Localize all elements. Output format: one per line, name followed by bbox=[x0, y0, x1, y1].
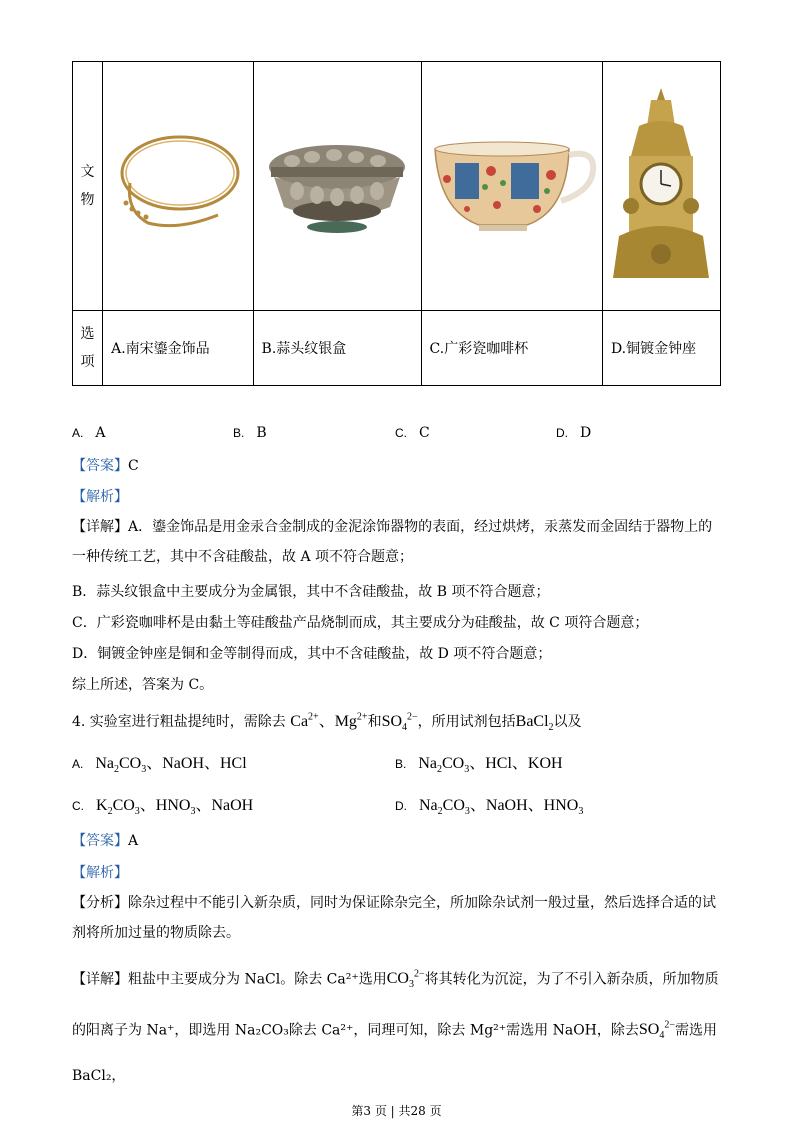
q3-summary: 综上所述，答案为 C。 bbox=[72, 677, 214, 693]
q3-detail-b: B．蒜头纹银盒中主要成分为金属银，其中不含硅酸盐，故 B 项不符合题意； bbox=[72, 584, 550, 600]
answer-value: A bbox=[128, 833, 139, 849]
q3-choice-b bbox=[233, 425, 267, 441]
choice-label: A. bbox=[72, 426, 84, 440]
row-header-char: 物 bbox=[80, 192, 95, 208]
q4-analysis-tag: 【解析】 bbox=[72, 865, 128, 881]
option-cell-d: D.铜镀金钟座 bbox=[602, 311, 720, 386]
q4-choice-c: C. $K_2CO_3$、$HNO_3$、NaOH bbox=[72, 797, 254, 818]
stem-text: 4. 实验室进行粗盐提纯时，需除去 bbox=[72, 714, 286, 730]
q4-choice-d: D. $Na_2CO_3$、NaOH、$HNO_3$ bbox=[395, 797, 584, 818]
option-cell-c: C.广彩瓷咖啡杯 bbox=[421, 311, 602, 386]
q3-detail-a bbox=[72, 512, 722, 572]
detail-text: 粗盐中主要成分为 NaCl。除去 Ca²⁺选用 bbox=[128, 971, 387, 988]
choice-label: D. bbox=[395, 799, 407, 813]
fenxi-tag: 【分析】 bbox=[72, 895, 128, 911]
page-footer: 第3 页 | 共28 页 bbox=[351, 1104, 442, 1118]
row-header-char: 文 bbox=[80, 164, 95, 180]
fenxi-text: 除杂过程中不能引入新杂质，同时为保证除杂完全，所加除杂试剂一般过量，然后选择合适的试剂将所加过量的物质除去。 bbox=[72, 895, 716, 941]
choice-label: C. bbox=[72, 799, 84, 813]
q4-fenxi bbox=[72, 888, 722, 948]
answer-value: C bbox=[128, 458, 139, 474]
q3-answer bbox=[72, 455, 139, 475]
row-header-artifact bbox=[73, 62, 103, 311]
option-cell-b: B.蒜头纹银盒 bbox=[253, 311, 421, 386]
artifact-table bbox=[72, 61, 721, 386]
artifact-image-coffee-cup bbox=[421, 62, 602, 311]
q4-answer bbox=[72, 830, 138, 850]
choice-label: B. bbox=[233, 426, 245, 440]
q3-choice-c bbox=[395, 425, 430, 441]
choice-text: A bbox=[95, 425, 106, 441]
q4-detail: 【详解】粗盐中主要成分为 NaCl。除去 Ca²⁺选用$CO_3^{2-}$将其转化为沉淀，为了不引入新杂质，所加物质的阳离子为 Na⁺，即选用 Na₂CO₃除去 Ca²⁺，同理可知，除去 Mg²⁺需选用 NaOH，除去$SO_4^{2-}$需选用 BaCl₂， bbox=[72, 969, 719, 1085]
detail-tag: 【详解】 bbox=[72, 519, 128, 535]
gilt-clock-image bbox=[611, 86, 711, 286]
choice-text: B bbox=[256, 425, 267, 441]
artifact-image-necklace bbox=[103, 62, 253, 311]
detail-text: A．鎏金饰品是用金汞合金制成的金泥涂饰器物的表面，经过烘烤，汞蒸发而金固结于器物上的一种传统工艺，其中不含硅酸盐，故 A 项不符合题意； bbox=[72, 519, 713, 565]
q3-detail-c: C．广彩瓷咖啡杯是由黏土等硅酸盐产品烧制而成，其主要成分为硅酸盐，故 C 项符合题意； bbox=[72, 615, 649, 631]
choice-label: C. bbox=[395, 426, 407, 440]
choice-text: D bbox=[580, 425, 592, 441]
choice-label: D. bbox=[556, 426, 568, 440]
answer-tag: 【答案】 bbox=[72, 458, 128, 474]
q4-stem: 4. 实验室进行粗盐提纯时，需除去 $Ca^{2+}$、$Mg^{2+}$和$SO_4^{2-}$，所用试剂包括BaCl$_2$以及 bbox=[72, 711, 582, 734]
detail-tag: 【详解】 bbox=[72, 971, 128, 988]
choice-label: B. bbox=[395, 757, 407, 771]
q3-choice-a bbox=[72, 425, 105, 441]
artifact-image-silver-box bbox=[253, 62, 421, 311]
choice-text: C bbox=[419, 425, 430, 441]
stem-text: ，所用试剂包括 bbox=[417, 714, 516, 730]
row-header-option bbox=[73, 311, 103, 386]
detail-text: 将其转化为沉淀，为了不引入新杂质，所加物质的阳离子为 Na⁺，即选用 Na₂CO₃除去 Ca²⁺，同理可知，除去 Mg²⁺需选用 NaOH，除去 bbox=[72, 971, 719, 1038]
option-cell-a: A.南宋鎏金饰品 bbox=[103, 311, 253, 386]
row-header-char: 项 bbox=[80, 354, 95, 370]
porcelain-cup-image bbox=[427, 131, 597, 241]
answer-tag: 【答案】 bbox=[72, 833, 128, 849]
q3-choice-d bbox=[556, 425, 591, 441]
gold-chain-image bbox=[108, 131, 248, 241]
q3-analysis-tag: 【解析】 bbox=[72, 489, 128, 505]
q3-detail-d: D．铜镀金钟座是铜和金等制得而成，其中不含硅酸盐，故 D 项不符合题意； bbox=[72, 646, 552, 662]
stem-text: 以及 bbox=[553, 714, 582, 730]
choice-label: A. bbox=[72, 757, 84, 771]
q4-choice-a: A. $Na_2CO_3$、NaOH、HCl bbox=[72, 755, 247, 776]
silver-box-image bbox=[262, 131, 412, 241]
detail-text: 需选用 BaCl₂， bbox=[72, 1021, 717, 1085]
q4-choice-b: B. $Na_2CO_3$、HCl、KOH bbox=[395, 755, 563, 776]
row-header-char: 选 bbox=[80, 326, 95, 342]
artifact-image-clock bbox=[602, 62, 720, 311]
